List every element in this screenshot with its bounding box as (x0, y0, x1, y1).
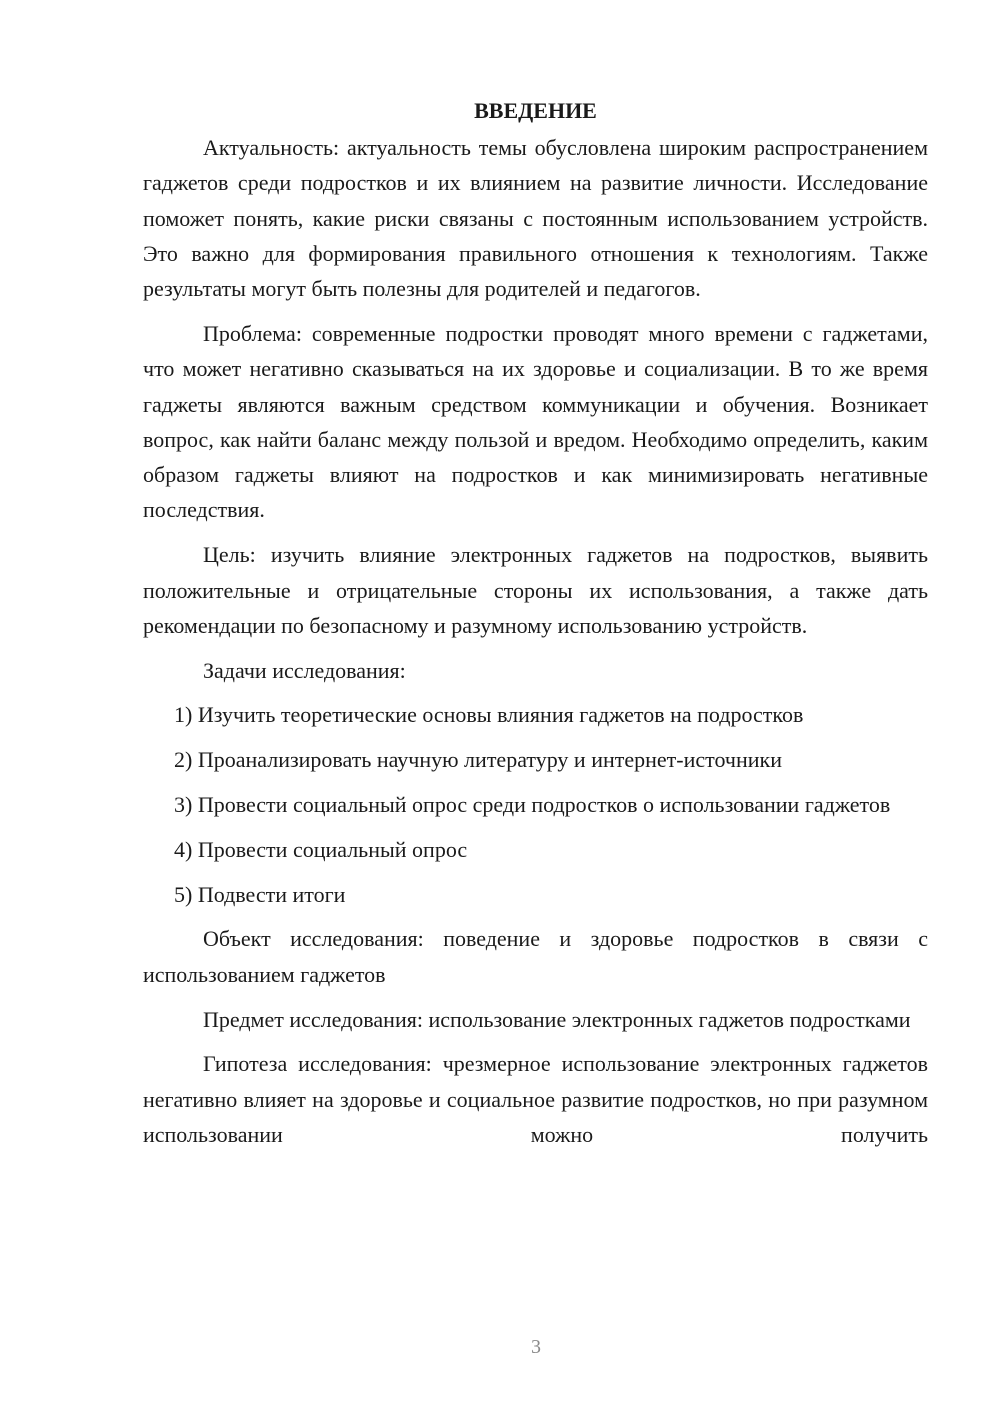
page-content (143, 93, 928, 1152)
goal-paragraph: Цель: изучить влияние электронных гаджетов на подростков, выявить положительные и отрицательные стороны их использования, а также дать рекомендации по безопасному и разумному использованию устройств. (143, 542, 928, 638)
relevance-paragraph: Актуальность: актуальность темы обусловлена широким распространением гаджетов среди подростков и их влиянием на развитие личности. Исследование поможет понять, какие риски связаны с постоянным использованием устройств. Это важно для формирования правильного отношения к технологиям. Также результаты могут быть полезны для родителей и педагогов. (143, 135, 928, 302)
task-item: 5) Подвести итоги (174, 881, 346, 907)
task-item: 3) Провести социальный опрос среди подростков о использовании гаджетов (174, 792, 891, 818)
page-title: ВВЕДЕНИЕ (474, 98, 597, 123)
object-paragraph: Объект исследования: поведение и здоровье подростков в связи с использованием гаджетов (143, 926, 928, 987)
task-item: 2) Проанализировать научную литературу и интернет-источники (174, 747, 782, 773)
task-item: 1) Изучить теоретические основы влияния гаджетов на подростков (174, 702, 804, 728)
task-item: 4) Провести социальный опрос (174, 836, 468, 862)
hypothesis-paragraph: Гипотеза исследования: чрезмерное использование электронных гаджетов негативно влияет на здоровье и социальное развитие подростков, но при разумном использовании можно получить (143, 1051, 928, 1147)
problem-paragraph: Проблема: современные подростки проводят много времени с гаджетами, что может негативно сказываться на их здоровье и социализации. В то же время гаджеты являются важным средством коммуникации и обучения. Возникает вопрос, как найти баланс между пользой и вредом. Необходимо определить, каким образом гаджеты влияют на подростков и как минимизировать негативные последствия. (143, 320, 928, 523)
subject-paragraph: Предмет исследования: использование электронных гаджетов подростками (203, 1006, 911, 1032)
page-number: 3 (531, 1336, 541, 1358)
tasks-title: Задачи исследования: (203, 657, 406, 683)
